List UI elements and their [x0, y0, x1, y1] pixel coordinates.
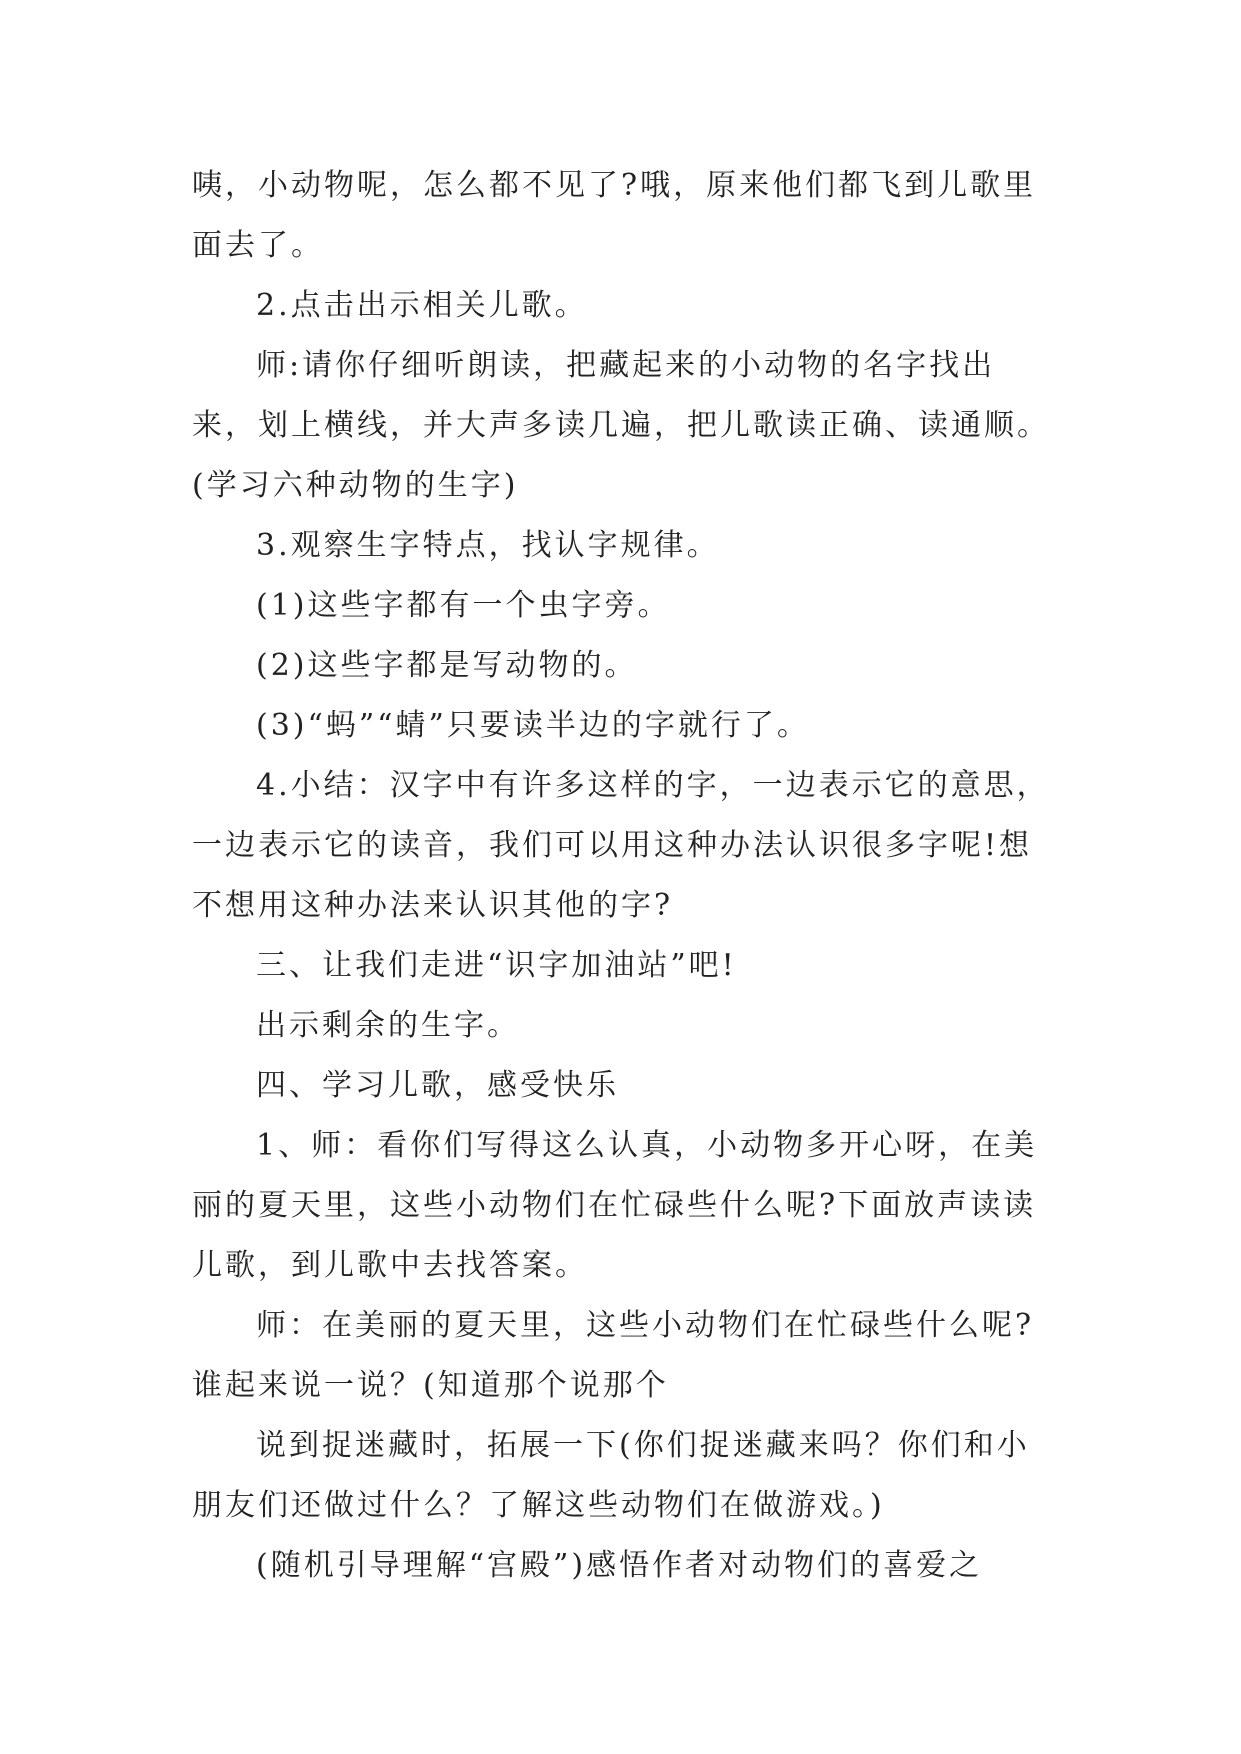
paragraph: (3)“蚂”“蜻”只要读半边的字就行了。: [256, 708, 810, 743]
paragraph: (2)这些字都是写动物的。: [256, 648, 638, 683]
paragraph: 出示剩余的生字。: [256, 1008, 520, 1043]
paragraph: 咦，小动物呢，怎么都不见了?哦，原来他们都飞到儿歌里面去了。: [192, 168, 1037, 263]
paragraph: 2.点击出示相关儿歌。: [256, 288, 588, 323]
paragraph: 3.观察生字特点，找认字规律。: [256, 528, 720, 563]
paragraph: (1)这些字都有一个虫字旁。: [256, 588, 671, 623]
document-body: [192, 156, 1052, 1596]
paragraph: 1、师：看你们写得这么认真，小动物多开心呀，在美丽的夏天里，这些小动物们在忙碌些什么呢?下面放声读读儿歌，到儿歌中去找答案。: [192, 1128, 1038, 1283]
paragraph: 师：在美丽的夏天里，这些小动物们在忙碌些什么呢?谁起来说一说？(知道那个说那个: [192, 1308, 1035, 1403]
paragraph: 4.小结：汉字中有许多这样的字，一边表示它的意思，一边表示它的读音，我们可以用这种办法认识很多字呢!想不想用这种办法来认识其他的字?: [192, 768, 1050, 923]
section-heading: 四、学习儿歌，感受快乐: [256, 1068, 619, 1103]
paragraph: 师:请你仔细听朗读，把藏起来的小动物的名字找出来，划上横线，并大声多读几遍，把儿歌读正确、读通顺。(学习六种动物的生字): [192, 348, 1050, 503]
paragraph: (随机引导理解“宫殿”)感悟作者对动物们的喜爱之: [256, 1548, 983, 1583]
paragraph: 说到捉迷藏时，拓展一下(你们捉迷藏来吗？你们和小朋友们还做过什么？了解这些动物们在做游戏。): [192, 1428, 1030, 1523]
section-heading: 三、让我们走进“识字加油站”吧!: [256, 948, 737, 983]
